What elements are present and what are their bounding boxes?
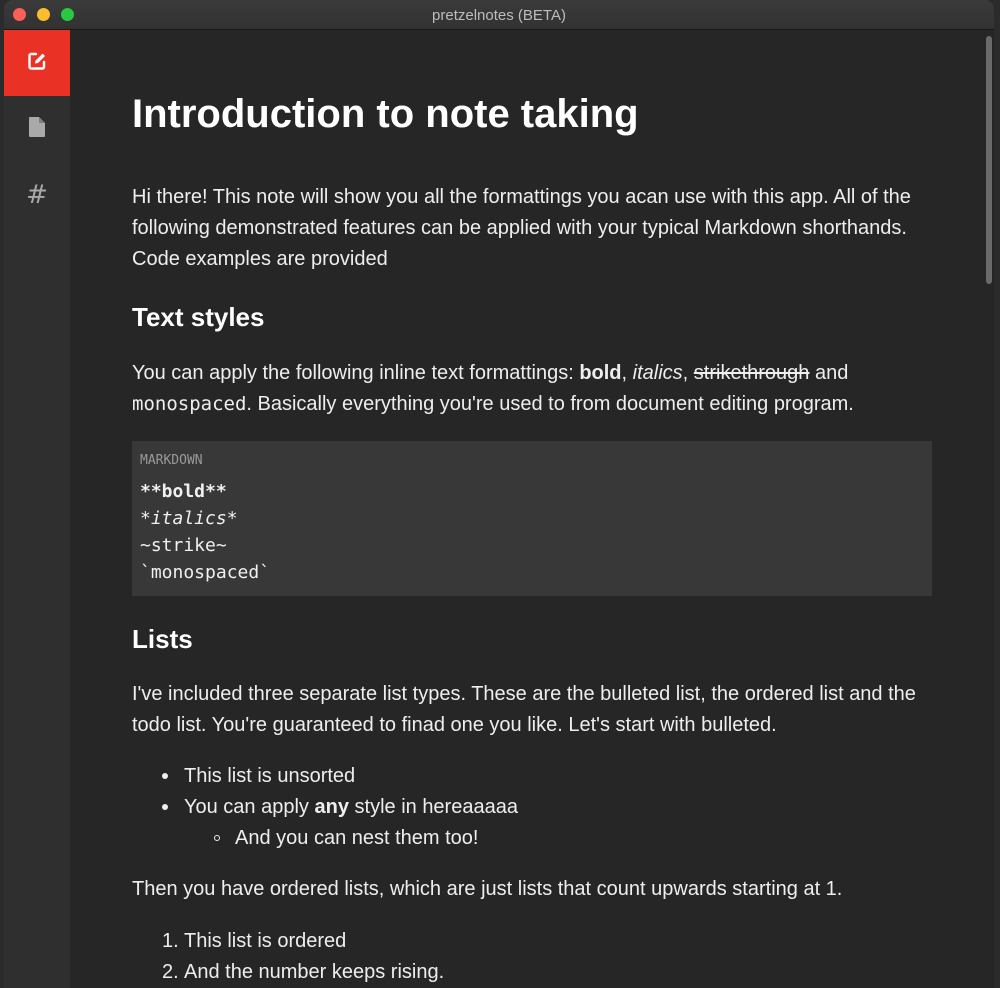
list-item: This list is unsorted <box>184 765 356 787</box>
heading-text-styles: Text styles <box>132 302 265 332</box>
list-item: You can apply any style in hereaaaaa <box>184 796 518 818</box>
monospace-sample: monospaced <box>132 393 247 415</box>
ordered-intro: Then you have ordered lists, which are just lists that count upwards starting at 1. <box>132 878 843 900</box>
window-title: pretzelnotes (BETA) <box>432 7 566 24</box>
nested-bullet-marker <box>214 835 220 841</box>
edit-icon <box>26 50 48 77</box>
note-editor[interactable] <box>70 30 984 988</box>
strike-sample: strikethrough <box>693 362 810 384</box>
heading-lists: Lists <box>132 624 193 654</box>
ordered-item: And the number keeps rising. <box>184 961 445 983</box>
sidebar <box>4 30 70 988</box>
nested-list-item: And you can nest them too! <box>235 827 479 849</box>
italic-sample: italics <box>632 362 683 384</box>
sidebar-item-tags[interactable] <box>4 162 70 228</box>
scrollbar[interactable] <box>984 30 994 988</box>
intro-line-3: Code examples are provided <box>132 248 388 270</box>
code-line: *italics* <box>140 508 238 529</box>
scrollbar-thumb[interactable] <box>986 36 992 284</box>
ordered-number: 2. <box>162 961 179 983</box>
code-line: ~strike~ <box>140 535 227 556</box>
code-language-label: MARKDOWN <box>140 453 203 468</box>
code-line: **bold** <box>140 481 227 502</box>
text-styles-line-1: You can apply the following inline text formattings: bold, italics, strikethrough and <box>132 362 849 384</box>
sidebar-item-notes[interactable] <box>4 96 70 162</box>
app-window <box>4 0 994 988</box>
bullet-marker <box>162 804 168 810</box>
sidebar-item-edit[interactable] <box>4 30 70 96</box>
ordered-item: This list is ordered <box>184 930 347 952</box>
text-styles-line-2: monospaced. Basically everything you're used to from document editing program. <box>132 393 854 415</box>
intro-line-1: Hi there! This note will show you all the formattings you acan use with this app. All of the <box>132 186 911 208</box>
ordered-number: 1. <box>162 930 179 952</box>
note-title: Introduction to note taking <box>132 92 639 136</box>
title-bar <box>4 0 994 30</box>
code-block[interactable] <box>132 441 932 596</box>
document-icon <box>28 116 46 143</box>
bullet-marker <box>162 773 168 779</box>
intro-line-2: following demonstrated features can be applied with your typical Markdown shorthands. <box>132 217 907 239</box>
bold-sample: bold <box>579 362 622 384</box>
code-line: `monospaced` <box>140 562 271 583</box>
lists-intro-line-1: I've included three separate list types. These are the bulleted list, the ordered list and the <box>132 683 916 705</box>
lists-intro-line-2: todo list. You're guaranteed to finad one you like. Let's start with bulleted. <box>132 714 777 736</box>
hash-icon: # <box>26 180 48 210</box>
